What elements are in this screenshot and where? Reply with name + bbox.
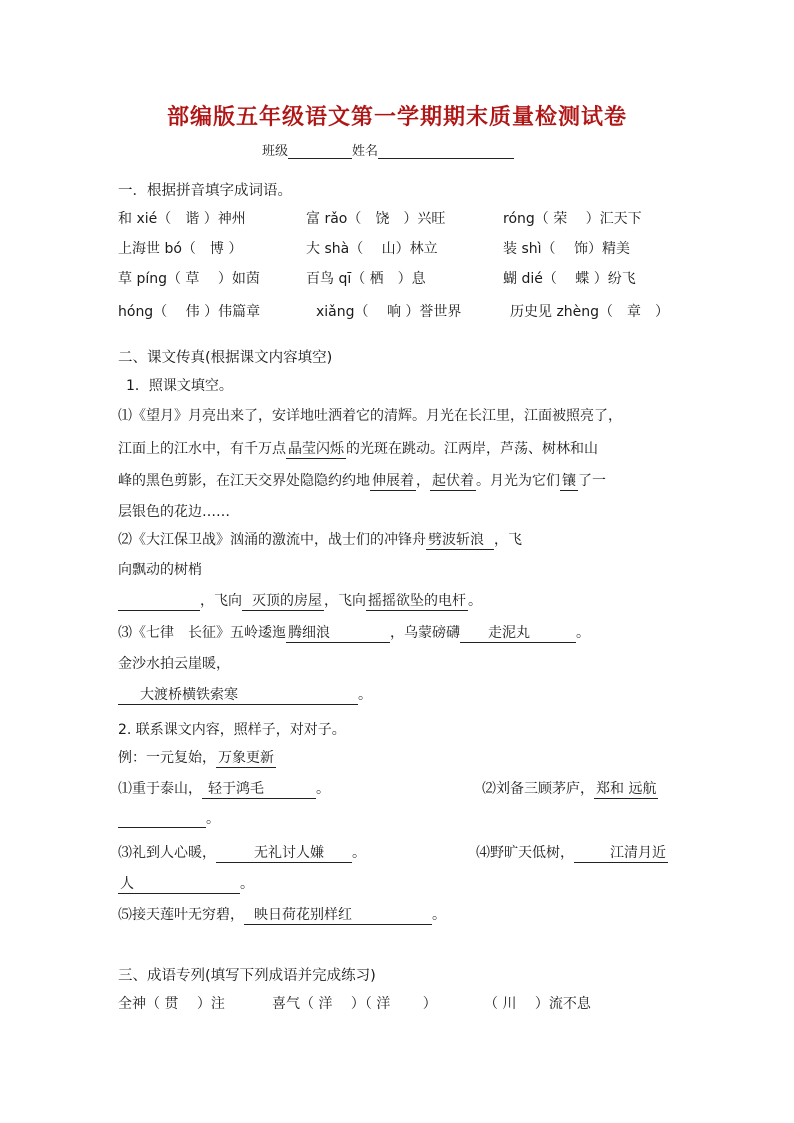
- fill-answer: 晶莹闪烁: [288, 441, 344, 457]
- example-line: 例：一元复始， 万象更新: [118, 750, 274, 766]
- couplet-line: ⑵刘备三顾茅庐， 郑和 远航: [482, 781, 657, 797]
- passage1-line: ⑴《望月》月亮出来了，安详地吐洒着它的清辉。月光在长江里，江面被照亮了，: [118, 408, 622, 424]
- idiom-item: （ 川 ）流不息: [484, 996, 591, 1012]
- passage3-line: ⑶《七律 长征》五岭逶迤 腾细浪 ，乌蒙磅礴 走泥丸 。: [118, 625, 590, 641]
- fill-answer: 摇摇欲坠的电杆: [368, 593, 466, 609]
- fill-answer: 郑和 远航: [596, 781, 657, 797]
- couplet-line: 。: [118, 808, 220, 828]
- passage2-line: ，飞向 灭顶的房屋 ，飞向 摇摇欲坠的电杆 。: [118, 590, 482, 611]
- fill-answer: 万象更新: [218, 750, 274, 766]
- passage2-line: ⑵《大江保卫战》汹涌的激流中，战士们的冲锋舟 劈波斩浪 ，飞: [118, 532, 522, 548]
- fill-answer: 起伏着: [432, 473, 474, 489]
- couplet-line: ⑶礼到人心暖， 无礼讨人嫌 。: [118, 845, 366, 861]
- couplet-line: 人 。: [120, 876, 254, 892]
- fill-answer: 劈波斩浪: [426, 532, 494, 550]
- couplet-line: ⑷野旷天低树， 江清月近: [476, 845, 666, 861]
- fill-answer: 大渡桥横铁索寒: [118, 687, 358, 705]
- class-label: 班级: [262, 144, 289, 159]
- pinyin-item: 草 píng（ 草 ）如茵: [118, 271, 260, 287]
- pinyin-item: 历史见 zhèng（ 章 ）: [510, 304, 670, 320]
- fill-answer: 镶: [562, 473, 576, 489]
- fill-answer: 伸展着: [372, 473, 414, 489]
- pinyin-item: 上海世 bó（ 博 ）: [118, 241, 243, 257]
- pinyin-item: 蝴 dié（ 蝶 ）纷飞: [503, 271, 636, 287]
- fill-answer: 腾细浪: [286, 625, 390, 643]
- section3-heading: 三、成语专列(填写下列成语并完成练习): [118, 968, 376, 984]
- pinyin-item: 富 rǎo（ 饶 ）兴旺: [306, 211, 446, 227]
- fill-answer: 轻于鸿毛: [202, 781, 316, 799]
- name-blank: [378, 144, 514, 159]
- question2-heading: 2. 联系课文内容，照样子，对对子。: [118, 722, 346, 738]
- fill-answer: 映日荷花别样红: [244, 907, 432, 925]
- fill-blank: [118, 812, 206, 828]
- couplet-line: ⑴重于泰山， 轻于鸿毛 。: [118, 781, 330, 797]
- passage3-line: 金沙水拍云崖暖，: [118, 656, 230, 672]
- passage3-line: 大渡桥横铁索寒 。: [118, 684, 372, 705]
- fill-answer: 走泥丸: [460, 625, 576, 643]
- pinyin-item: 装 shì（ 饰）精美: [503, 241, 630, 257]
- pinyin-item: hóng（ 伟 ）伟篇章: [118, 304, 261, 320]
- student-info: [262, 140, 514, 159]
- couplet-line: ⑸接天莲叶无穷碧， 映日荷花别样红 。: [118, 907, 446, 923]
- passage2-line: 向飘动的树梢: [118, 562, 202, 578]
- question1-heading: 1．照课文填空。: [126, 378, 233, 394]
- pinyin-item: 百鸟 qī（ 栖 ）息: [306, 271, 426, 287]
- fill-answer: 江清月近: [574, 845, 668, 863]
- passage1-line: 层银色的花边……: [118, 504, 230, 520]
- section2-heading: 二、课文传真(根据课文内容填空): [118, 350, 333, 366]
- pinyin-item: róng（ 荣 ）汇天下: [503, 211, 642, 227]
- pinyin-item: 大 shà（ 山）林立: [306, 241, 438, 257]
- passage1-line: 江面上的江水中，有千万点 晶莹闪烁 的光斑在跳动。江两岸，芦荡、树林和山: [118, 441, 598, 457]
- pinyin-item: xiǎng（ 响 ）誉世界: [316, 304, 462, 320]
- section1-heading: 一．根据拼音填字成词语。: [118, 183, 292, 199]
- idiom-item: 全神（ 贯 ）注: [118, 996, 225, 1012]
- class-blank: [288, 144, 352, 159]
- fill-blank: [118, 595, 200, 611]
- fill-answer: 无礼讨人嫌: [216, 845, 352, 863]
- fill-answer: 人: [118, 876, 240, 894]
- name-label: 姓名: [352, 144, 379, 159]
- fill-answer: 灭顶的房屋: [242, 593, 324, 611]
- page-title: 部编版五年级语文第一学期期末质量检测试卷: [166, 104, 627, 130]
- passage1-line: 峰的黑色剪影，在江天交界处隐隐约约地 伸展着 ， 起伏着 。月光为它们 镶 了一: [118, 473, 606, 489]
- pinyin-item: 和 xié（ 谐 ）神州: [118, 211, 246, 227]
- idiom-item: 喜气（ 洋 ）（ 洋 ）: [272, 996, 437, 1012]
